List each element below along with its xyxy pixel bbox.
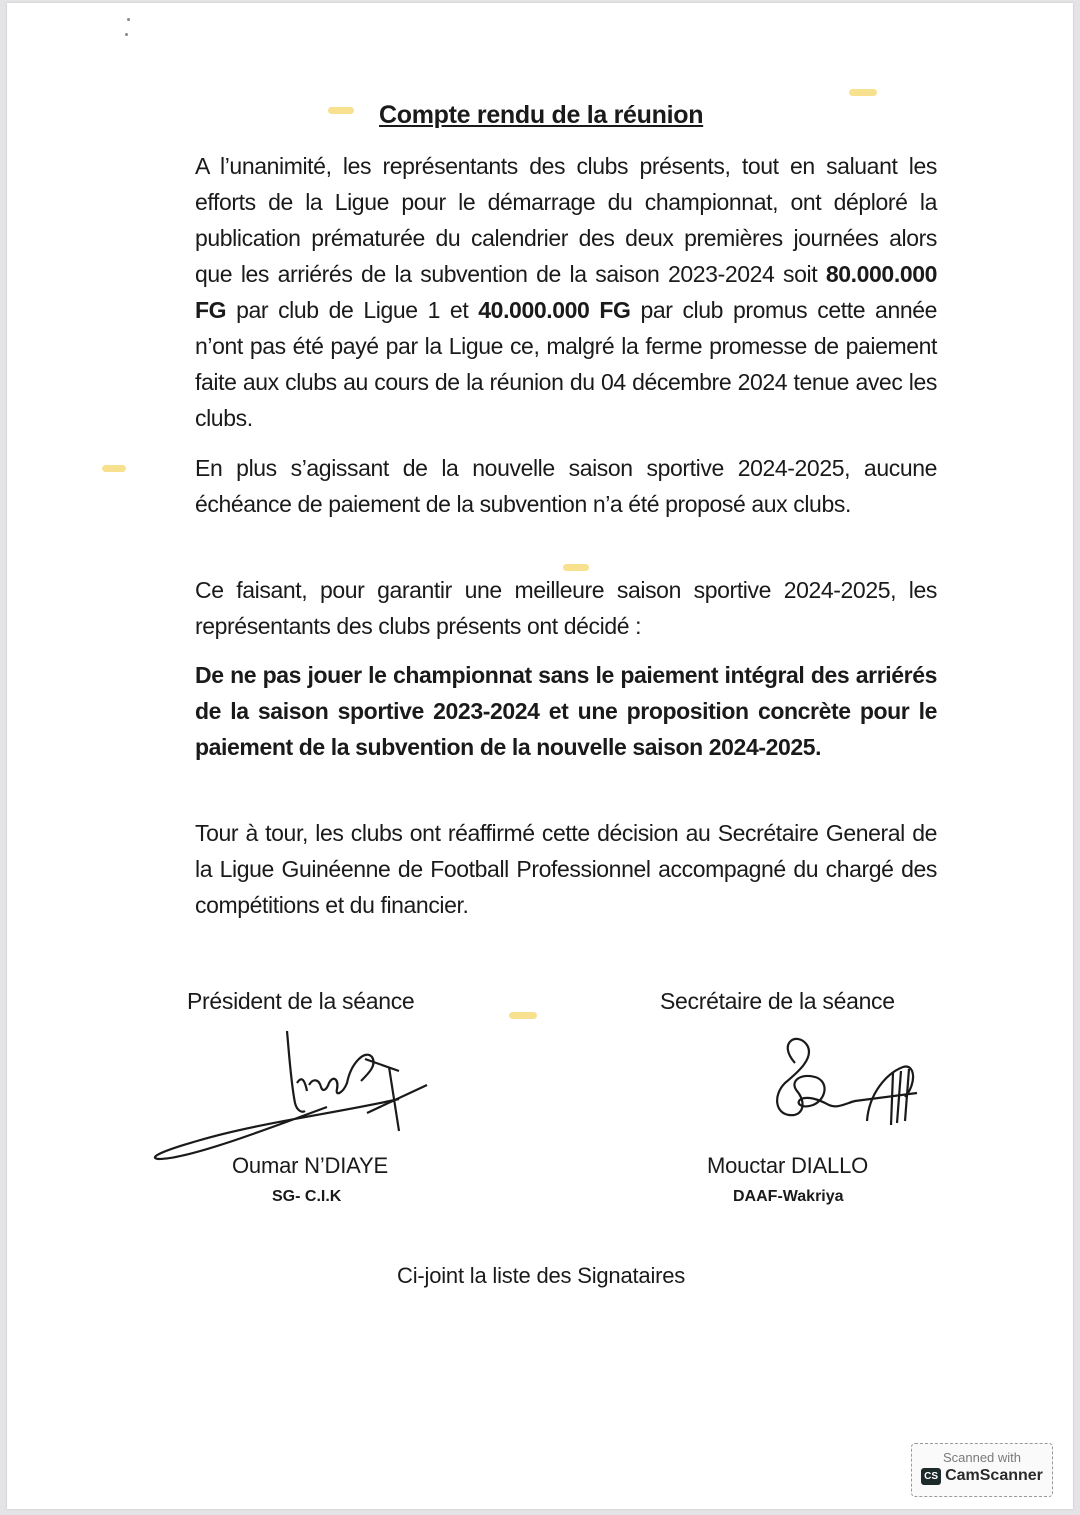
paragraph-reaffirmation: Tour à tour, les clubs ont réaffirmé cette décision au Secrétaire General de la Ligue Guinéenne de Football Professionnel accompagné du chargé des compétitions et du financier. [195,820,937,918]
scan-speck [125,33,128,36]
secretary-signature [767,1033,937,1133]
paragraph-new-season: En plus s’agissant de la nouvelle saison sportive 2024-2025, aucune échéance de paiement de la subvention n’a été proposé aux clubs. [195,455,937,517]
watermark-brand: CamScanner [945,1467,1043,1484]
highlight-mark [328,107,354,114]
secretary-label: Secrétaire de la séance [660,988,895,1014]
secretary-name: Mouctar DIALLO [707,1153,869,1178]
highlight-mark [563,564,589,571]
document-title: Compte rendu de la réunion [379,101,704,129]
paragraph-text: par club promus cette année n’ont pas été payé par la Ligue ce, malgré la ferme promesse de paiement faite aux clubs au cours de la réunion du 04 décembre 2024 tenue avec les clubs. [195,297,938,431]
president-label: Président de la séance [187,988,415,1014]
highlight-mark [849,89,877,96]
camscanner-watermark [911,1443,1053,1497]
watermark-caption: Scanned with [942,1450,1022,1465]
president-name: Oumar N’DIAYE [232,1153,388,1178]
highlight-mark [102,465,126,472]
scanned-page [7,3,1073,1509]
president-role: SG- C.I.K [272,1188,342,1205]
amount-promoted: 40.000.000 FG [478,297,631,323]
secretary-role: DAAF-Wakriya [733,1188,844,1205]
annex-note: Ci-joint la liste des Signataires [397,1263,686,1288]
amount-ligue1: 80.000.000 FG [195,261,937,323]
scan-speck [127,18,130,21]
paragraph-arrears [195,148,937,436]
president-signature [137,1023,437,1163]
paragraph-decision-intro: Ce faisant, pour garantir une meilleure saison sportive 2024-2025, les représentants des clubs présents ont décidé : [195,577,937,639]
paragraph-decision: De ne pas jouer le championnat sans le paiement intégral des arriérés de la saison sportive 2023-2024 et une proposition concrète pour le paiement de la subvention de la nouvelle saison 2024-2025. [195,662,937,760]
camscanner-logo-icon: CS [921,1468,941,1485]
paragraph-text: par club de Ligue 1 et [226,297,479,323]
highlight-mark [509,1012,537,1019]
paragraph-text: A l’unanimité, les représentants des clubs présents, tout en saluant les efforts de la Ligue pour le démarrage du championnat, ont déploré la publication prématurée du calendrier des deux premières journées alors que les arriérés de la subvention de la saison 2023-2024 soit [195,153,937,287]
